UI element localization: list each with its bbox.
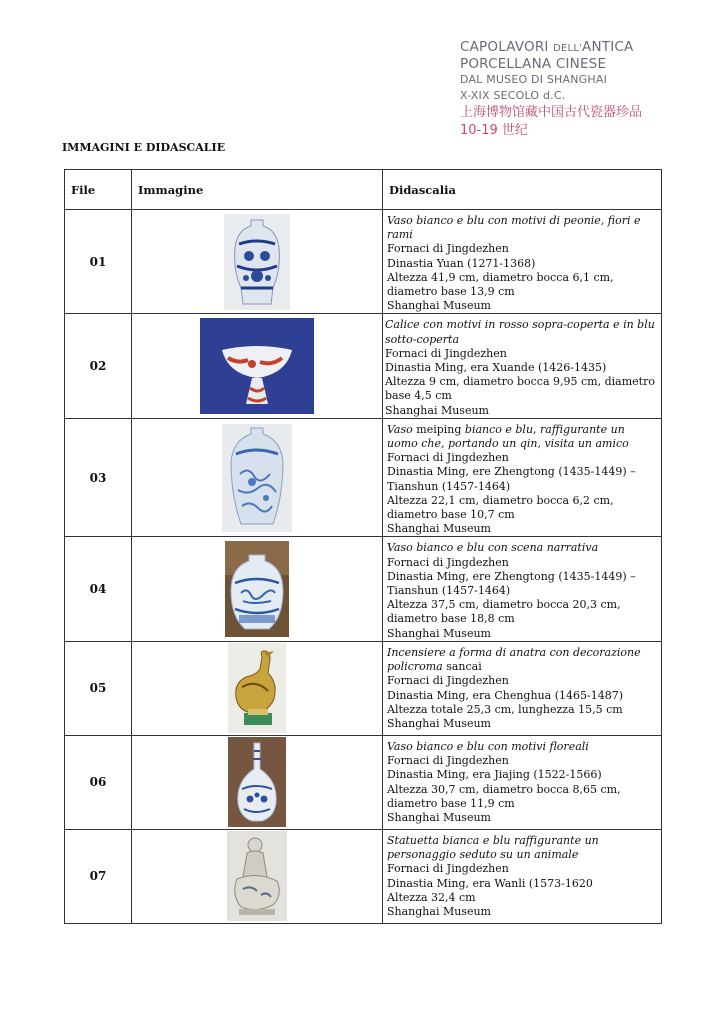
exhibition-logo [460,40,670,139]
caption-title: Calice con motivi in rosso sopra-coperta e in blu sotto-coperta [385,318,655,346]
section-title: IMMAGINI E DIDASCALIE [62,141,226,154]
caption-dimensions: Altezza 9 cm, diametro bocca 9,95 cm, diametro base 4,5 cm [385,375,655,403]
logo-chinese-dates: 10-19 世纪 [460,123,528,138]
file-number: 01 [65,210,132,314]
logo-line-2: PORCELLANA CINESE [460,55,607,72]
caption-title: Incensiere a forma di anatra con decorazione policroma sancai [387,645,641,674]
image-cell [132,314,383,418]
caption-museum: Shanghai Museum [387,299,491,313]
logo-line-4: X-XIX SECOLO d.C. [460,88,566,102]
caption-kiln: Fornaci di Jingdezhen [387,674,509,688]
file-number: 02 [65,314,132,418]
captions-table [64,169,662,924]
caption-museum: Shanghai Museum [387,810,491,824]
file-number: 04 [65,537,132,641]
caption-title: Vaso bianco e blu con scena narrativa [387,541,599,555]
logo-line-1: CAPOLAVORI DELL'ANTICA [460,39,634,55]
meiping-vase-image [222,424,292,532]
jar-narrative-image [225,541,289,637]
caption-museum: Shanghai Museum [387,626,491,640]
image-cell [132,829,383,923]
table-row [65,735,662,829]
caption-museum: Shanghai Museum [387,522,491,536]
table-row [65,641,662,735]
file-number: 05 [65,641,132,735]
file-number: 03 [65,418,132,537]
header-caption: Didascalia [383,170,662,210]
caption-title: Statuetta bianca e blu raffigurante un personaggio seduto su un animale [387,833,599,862]
file-number: 06 [65,735,132,829]
caption-cell [383,314,662,418]
floral-vase-image [228,737,286,827]
table-row [65,537,662,641]
table-header-row [65,170,662,210]
caption-kiln: Fornaci di Jingdezhen [387,754,509,768]
caption-dimensions: Altezza 22,1 cm, diametro bocca 6,2 cm, diametro base 10,7 cm [387,493,614,522]
caption-cell [383,641,662,735]
caption-title: Vaso bianco e blu con motivi di peonie, fiori e rami [387,214,641,242]
caption-kiln: Fornaci di Jingdezhen [387,451,509,465]
header-file: File [65,170,132,210]
caption-dimensions: Altezza 32,4 cm [387,890,476,904]
caption-dynasty: Dinastia Ming, era Wanli (1573-1620 [387,876,593,890]
caption-dimensions: Altezza 41,9 cm, diametro bocca 6,1 cm, diametro base 13,9 cm [387,270,614,299]
logo-line-3: DAL MUSEO DI SHANGHAI [460,73,608,86]
caption-dynasty: Dinastia Ming, ere Zhengtong (1435-1449) – Tianshun (1457-1464) [387,465,636,493]
table-row [65,314,662,418]
caption-museum: Shanghai Museum [387,904,491,918]
caption-dynasty: Dinastia Ming, ere Zhengtong (1435-1449) – Tianshun (1457-1464) [387,569,636,598]
logo-chinese-title: 上海博物馆藏中国古代瓷器珍品 [460,105,643,120]
statuette-image [227,831,287,921]
caption-title: Vaso bianco e blu con motivi floreali [387,739,589,753]
image-cell [132,210,383,314]
caption-dimensions: Altezza 30,7 cm, diametro bocca 8,65 cm, diametro base 11,9 cm [387,782,621,810]
caption-kiln: Fornaci di Jingdezhen [385,346,507,360]
caption-cell [383,537,662,641]
caption-cell [383,418,662,537]
caption-museum: Shanghai Museum [387,716,491,730]
caption-dynasty: Dinastia Yuan (1271-1368) [387,256,536,270]
caption-kiln: Fornaci di Jingdezhen [387,862,509,876]
image-cell [132,537,383,641]
image-cell [132,735,383,829]
caption-dynasty: Dinastia Ming, era Chenghua (1465-1487) [387,688,623,702]
header-image: Immagine [132,170,383,210]
caption-cell [383,735,662,829]
caption-museum: Shanghai Museum [385,403,489,417]
caption-dimensions: Altezza totale 25,3 cm, lunghezza 15,5 cm [387,702,623,716]
table-row [65,210,662,314]
caption-cell [383,210,662,314]
caption-kiln: Fornaci di Jingdezhen [387,555,509,569]
caption-dimensions: Altezza 37,5 cm, diametro bocca 20,3 cm, diametro base 18,8 cm [387,598,621,626]
caption-dynasty: Dinastia Ming, era Jiajing (1522-1566) [387,768,602,782]
table-row [65,418,662,537]
file-number: 07 [65,829,132,923]
caption-cell [383,829,662,923]
caption-kiln: Fornaci di Jingdezhen [387,242,509,256]
caption-dynasty: Dinastia Ming, era Xuande (1426-1435) [385,361,607,375]
image-cell [132,641,383,735]
vase-peonies-image [224,214,290,310]
table-row [65,829,662,923]
caption-title: Vaso meiping bianco e blu, raffigurante un uomo che, portando un qin, visita un amico [387,422,629,451]
stem-cup-image [200,318,314,414]
duck-censer-image [228,643,286,733]
image-cell [132,418,383,537]
